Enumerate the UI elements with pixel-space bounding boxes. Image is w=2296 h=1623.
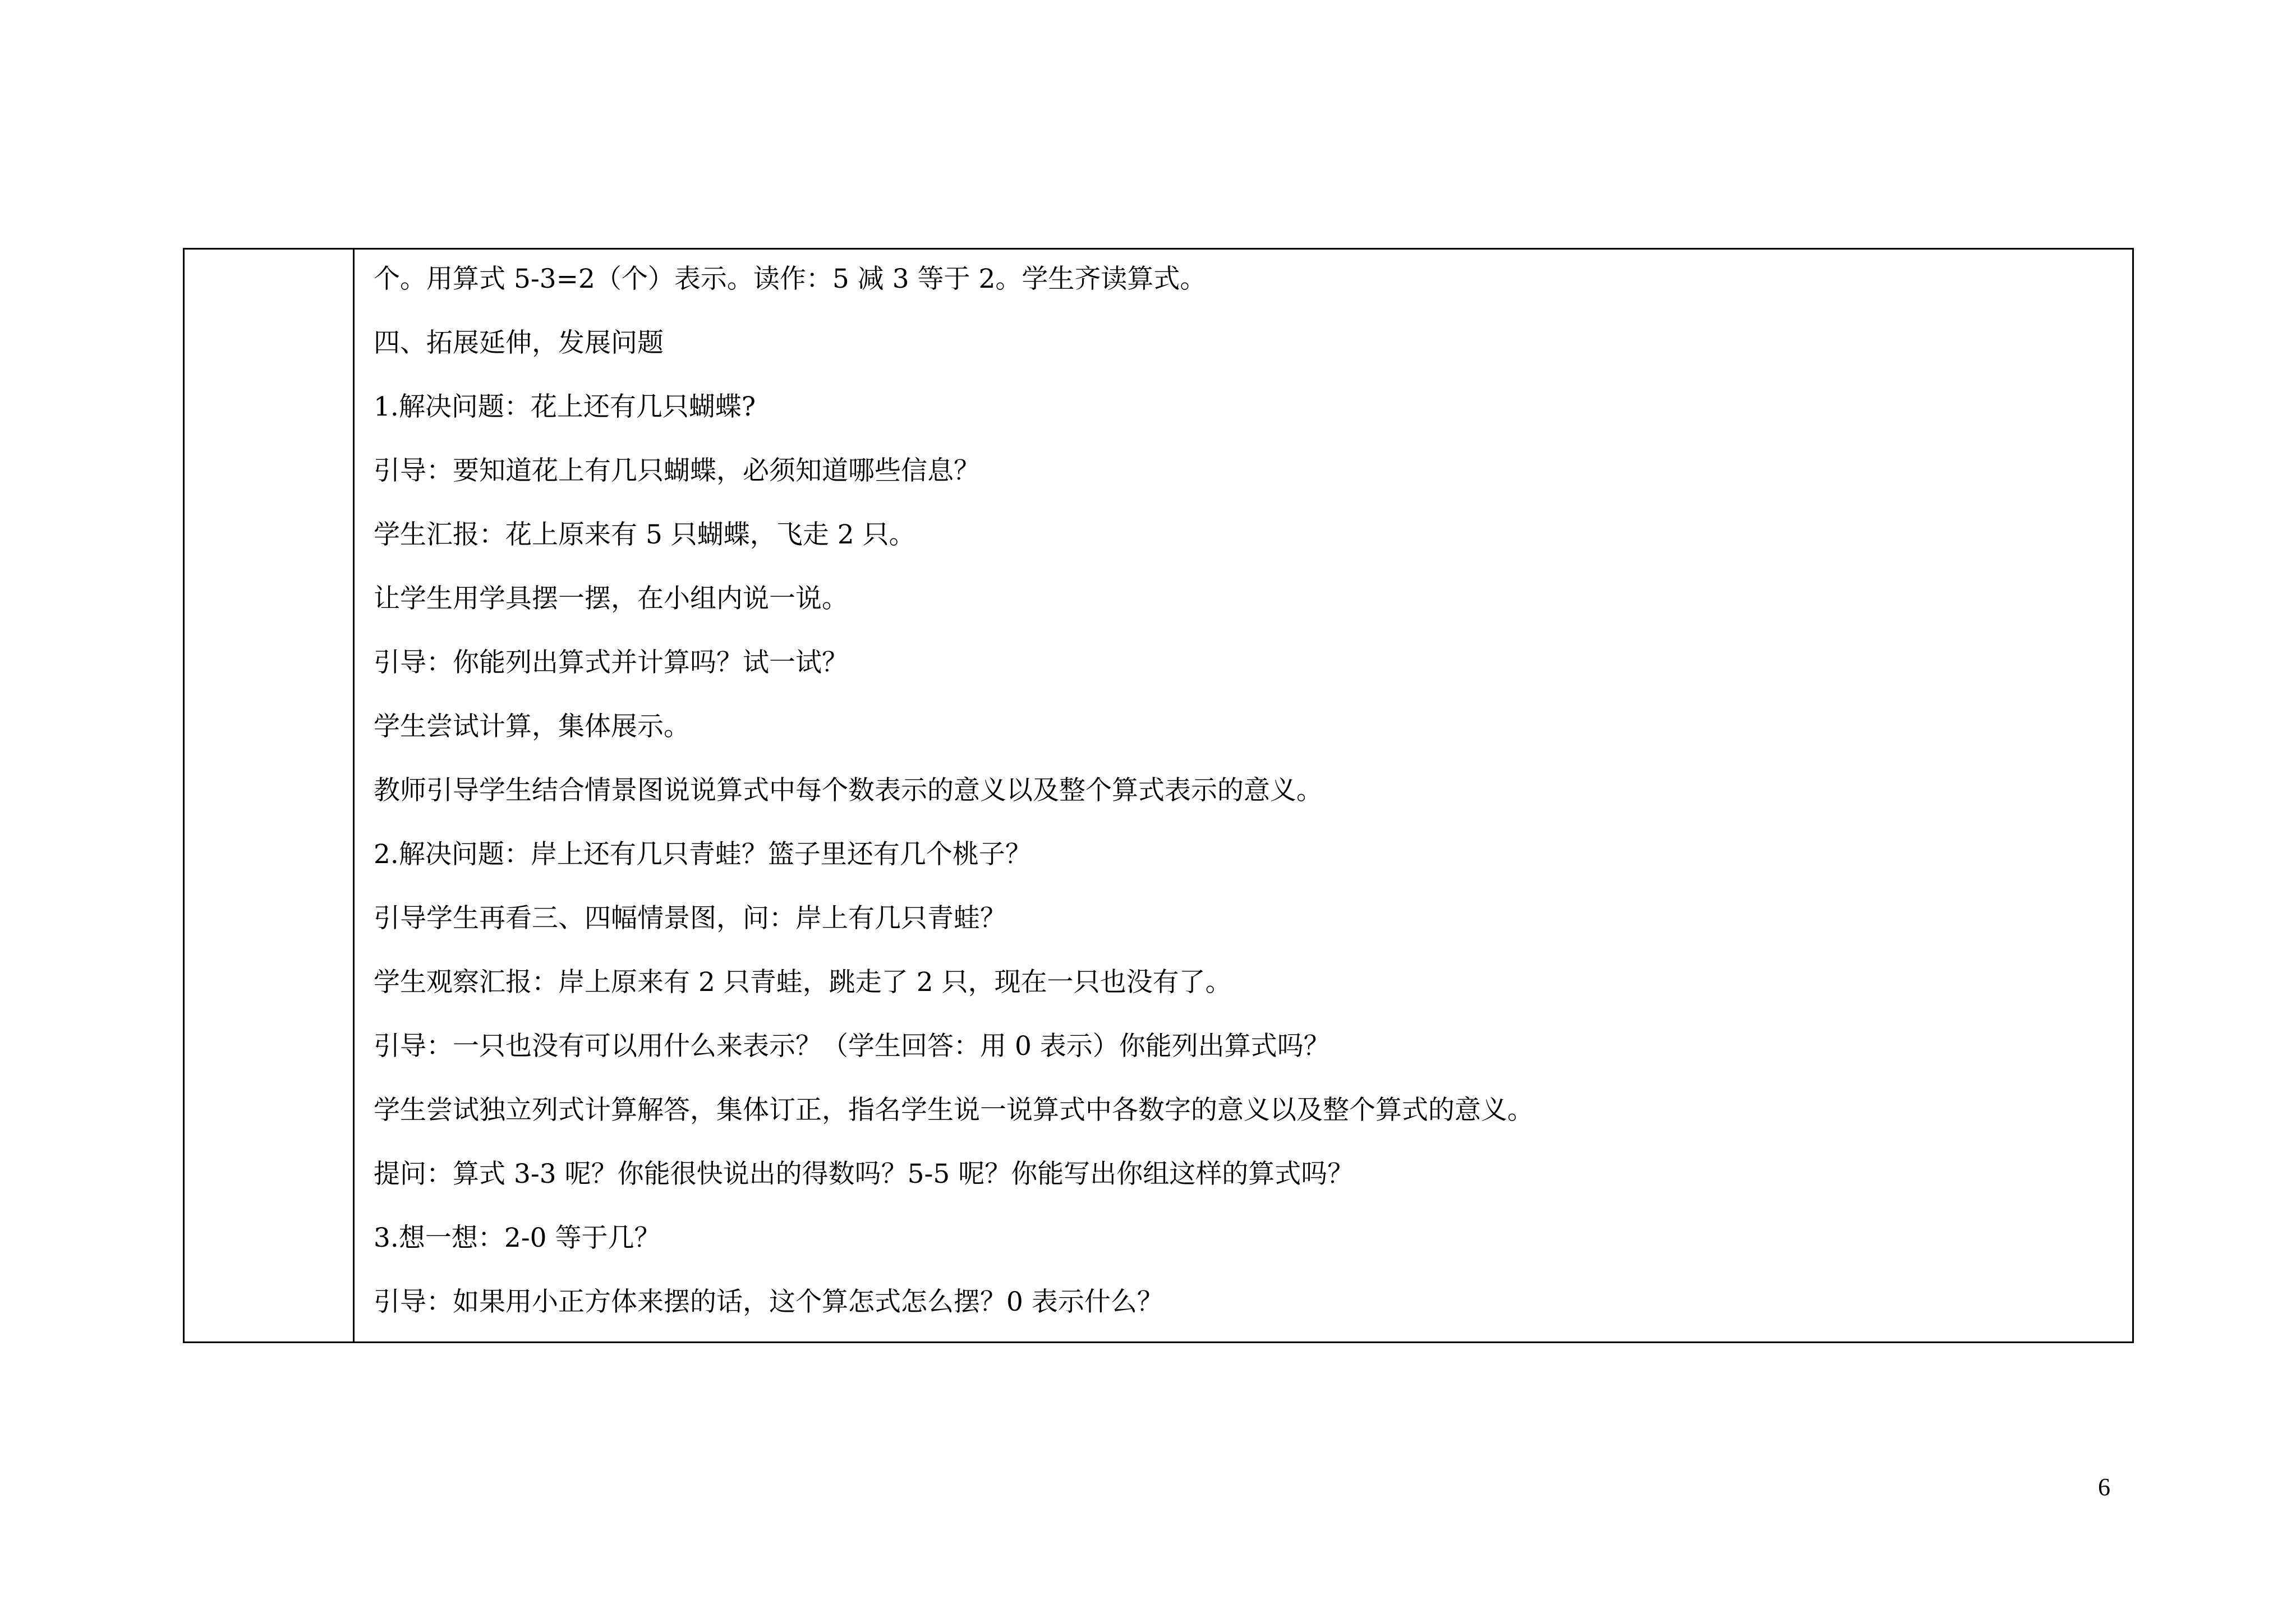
text-line: 引导：如果用小正方体来摆的话，这个算怎式怎么摆？0 表示什么？ — [374, 1287, 1163, 1317]
text-line: 学生观察汇报：岸上原来有 2 只青蛙，跳走了 2 只，现在一只也没有了。 — [374, 967, 1232, 998]
text-line: 1.解决问题：花上还有几只蝴蝶? — [374, 391, 756, 422]
text-line: 教师引导学生结合情景图说说算式中每个数表示的意义以及整个算式表示的意义。 — [374, 775, 1323, 806]
page-number: 6 — [2098, 1473, 2110, 1501]
text-line: 让学生用学具摆一摆，在小组内说一说。 — [374, 583, 848, 614]
lesson-table — [183, 248, 2134, 1343]
text-line: 3.想一想：2-0 等于几？ — [374, 1223, 661, 1253]
text-line: 引导：你能列出算式并计算吗？试一试？ — [374, 647, 848, 678]
text-line: 学生尝试计算，集体展示。 — [374, 711, 690, 742]
text-line: 引导学生再看三、四幅情景图，问：岸上有几只青蛙？ — [374, 903, 1006, 934]
table-left-cell — [185, 250, 355, 1341]
text-line: 个。用算式 5-3=2（个）表示。读作：5 减 3 等于 2。学生齐读算式。 — [374, 264, 1207, 294]
text-line: 学生尝试独立列式计算解答，集体订正，指名学生说一说算式中各数字的意义以及整个算式的意义。 — [374, 1095, 1534, 1126]
text-line: 引导：一只也没有可以用什么来表示？（学生回答：用 0 表示）你能列出算式吗？ — [374, 1031, 1330, 1062]
section-heading: 四、拓展延伸，发展问题 — [374, 328, 664, 358]
text-line: 学生汇报：花上原来有 5 只蝴蝶，飞走 2 只。 — [374, 519, 915, 550]
text-line: 提问：算式 3-3 呢？你能很快说出的得数吗？5-5 呢？你能写出你组这样的算式吗？ — [374, 1159, 1354, 1189]
text-line: 2.解决问题：岸上还有几只青蛙？篮子里还有几个桃子？ — [374, 839, 1032, 870]
table-content-cell — [355, 250, 2132, 1341]
text-line: 引导：要知道花上有几只蝴蝶，必须知道哪些信息？ — [374, 455, 980, 486]
